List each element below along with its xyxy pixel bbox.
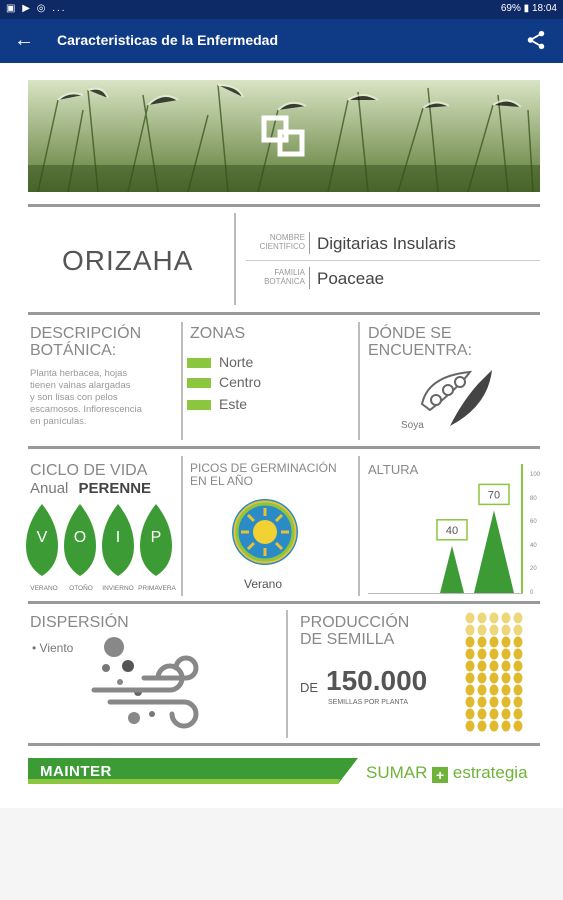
where-title: DÓNDE SE ENCUENTRA:: [368, 325, 473, 359]
zone-item: Este: [187, 396, 247, 412]
leaf-letter-o: O: [73, 529, 87, 546]
life-cycle-title: CICLO DE VIDA: [30, 462, 148, 479]
height-tick-label: 40: [530, 542, 537, 549]
seed-dot: [466, 625, 475, 636]
scientific-name-label: NOMBRE CIENTÍFICO: [259, 233, 305, 251]
seed-dot: [466, 709, 475, 720]
zone-item: Norte: [187, 354, 253, 370]
season-leaves: [24, 500, 180, 580]
share-icon[interactable]: [525, 29, 547, 51]
seed-dot: [466, 637, 475, 648]
season-label: PRIMAVERA: [138, 585, 176, 592]
seed-title: PRODUCCIÓN DE SEMILLA: [300, 614, 410, 648]
description-title: DESCRIPCIÓN BOTÁNICA:: [30, 325, 142, 359]
seed-dot: [466, 697, 475, 708]
seed-dot: [478, 709, 487, 720]
app-bar: [0, 19, 563, 63]
notification-icons: ▣ ▶ ◎ ...: [6, 3, 67, 14]
wind-icon: [90, 636, 210, 730]
divider: [28, 446, 540, 449]
seed-dot: [502, 685, 511, 696]
seed-grid-icon: [464, 612, 524, 736]
zone-item: Centro: [187, 374, 261, 390]
seed-dot: [490, 649, 499, 660]
divider: [28, 204, 540, 207]
dispersal-title: DISPERSIÓN: [30, 614, 129, 631]
seed-dot: [502, 649, 511, 660]
dispersal-item: • Viento: [32, 641, 74, 655]
seed-dot: [514, 649, 523, 660]
seed-unit: SEMILLAS POR PLANTA: [328, 699, 409, 706]
season-label: OTOÑO: [69, 585, 93, 592]
plant-name: ORIZAHA: [62, 245, 194, 276]
seed-dot: [490, 625, 499, 636]
grass-hero-image: [28, 80, 540, 192]
leaf-letter-i: I: [115, 529, 121, 546]
seed-dot: [490, 613, 499, 624]
screen-title: Caracteristicas de la Enfermedad: [57, 32, 278, 48]
seed-dot: [478, 697, 487, 708]
seed-dot: [514, 697, 523, 708]
seed-prefix: DE: [300, 680, 319, 695]
leaf-letter-v: V: [36, 529, 48, 546]
height-peak: [474, 510, 514, 593]
seed-dot: [502, 661, 511, 672]
divider: [28, 312, 540, 315]
back-arrow-icon[interactable]: ←: [14, 29, 34, 51]
seed-dot: [466, 721, 475, 732]
life-cycle-type: Anual PERENNE: [30, 480, 152, 497]
sumar-logo: SUMAR + estrategia: [366, 763, 528, 783]
height-chart: [368, 470, 518, 594]
season-label: INVIERNO: [102, 585, 134, 592]
status-right: [501, 3, 557, 14]
crop-label: Soya: [401, 420, 424, 431]
seed-dot: [502, 673, 511, 684]
seed-dot: [514, 709, 523, 720]
clock: 18:04: [531, 3, 557, 14]
seed-dot: [478, 673, 487, 684]
seed-dot: [514, 721, 523, 732]
mainter-logo: MAINTER: [40, 763, 112, 780]
seed-dot: [490, 637, 499, 648]
seed-dot: [514, 673, 523, 684]
seed-dot: [490, 685, 499, 696]
height-title: ALTURA: [368, 462, 419, 477]
seed-dot: [478, 685, 487, 696]
seed-dot: [514, 661, 523, 672]
seed-dot: [502, 721, 511, 732]
divider: [358, 322, 360, 440]
battery-icon: ▮: [523, 3, 530, 14]
seed-dot: [490, 709, 499, 720]
family-label: FAMILIA BOTÁNICA: [264, 268, 305, 286]
seed-dot: [490, 661, 499, 672]
season-label: VERANO: [30, 585, 58, 592]
seed-dot: [466, 613, 475, 624]
germination-title: PICOS DE GERMINACIÓN EN EL AÑO: [190, 461, 337, 488]
family-name: Poaceae: [317, 269, 385, 288]
seed-dot: [478, 625, 487, 636]
height-peak: [440, 546, 464, 593]
height-value-label: 70: [487, 489, 501, 502]
battery-level: 69%: [500, 3, 521, 14]
zones-title: ZONAS: [190, 325, 246, 342]
seed-dot: [478, 649, 487, 660]
seed-dot: [478, 637, 487, 648]
seed-dot: [466, 661, 475, 672]
seed-dot: [514, 685, 523, 696]
height-tick-label: 60: [530, 519, 537, 526]
divider: [28, 601, 540, 604]
divider: [181, 456, 183, 596]
germination-season: Verano: [244, 577, 283, 591]
status-bar: [0, 0, 563, 19]
divider: [358, 456, 360, 596]
seed-dot: [466, 673, 475, 684]
seed-amount: 150.000: [326, 665, 428, 696]
seed-dot: [514, 637, 523, 648]
seed-dot: [490, 697, 499, 708]
seed-dot: [490, 721, 499, 732]
seed-dot: [466, 685, 475, 696]
height-tick-label: 20: [530, 566, 537, 573]
seed-dot: [502, 709, 511, 720]
plus-icon: +: [432, 767, 448, 783]
height-tick-label: 0: [530, 590, 534, 596]
scientific-name: Digitarias Insularis: [317, 234, 456, 253]
height-value-label: 40: [445, 524, 459, 537]
description-text: Planta herbacea, hojas tienen vainas alargadas y son lisas con pelos escamosos. Inflorescencia en panículas.: [30, 368, 142, 427]
soybean-pod-icon: [418, 366, 498, 430]
height-tick-label: 100: [530, 472, 541, 478]
leaf-letter-p: P: [150, 529, 162, 546]
divider: [286, 610, 288, 738]
seed-dot: [514, 613, 523, 624]
height-axis: [521, 464, 523, 594]
seed-dot: [502, 625, 511, 636]
divider: [181, 322, 183, 440]
seed-dot: [478, 661, 487, 672]
height-tick-label: 80: [530, 495, 537, 502]
seed-dot: [502, 697, 511, 708]
seed-dot: [478, 721, 487, 732]
sun-icon: [231, 498, 299, 566]
divider: [28, 743, 540, 746]
seed-dot: [502, 637, 511, 648]
seed-dot: [478, 613, 487, 624]
seed-dot: [490, 673, 499, 684]
seed-dot: [466, 649, 475, 660]
seed-dot: [514, 625, 523, 636]
divider: [234, 213, 236, 305]
seed-dot: [502, 613, 511, 624]
